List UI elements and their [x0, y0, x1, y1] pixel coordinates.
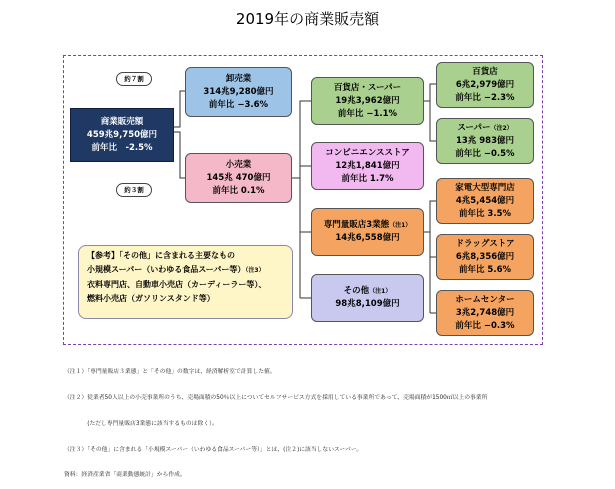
supermarket-label: スーパー: [457, 122, 491, 133]
wholesale-yoy: 前年比 −3.6%: [208, 99, 269, 110]
wholesale-value: 314兆9,280億円: [203, 86, 274, 97]
footnote-3: （注３）「その他」に含まれる「小規模スーパー（いわゆる食品スーパー等）」とは、(注２)に該当しないスーパー。: [64, 446, 363, 453]
retail-value: 145兆 470億円: [206, 172, 271, 183]
retail-label: 小売業: [225, 159, 252, 170]
dept-super-node: [311, 77, 424, 125]
drugstore-value: 6兆8,356億円: [455, 251, 515, 262]
drugstore-node: [436, 234, 534, 280]
convenience-yoy: 前年比 1.7%: [341, 173, 394, 184]
electronics-label: 家電大型専門店: [455, 182, 515, 193]
other-note: （注1）: [369, 288, 392, 295]
wholesale-label: 卸売業: [225, 73, 252, 84]
supermarket-value: 13兆 983億円: [455, 135, 515, 146]
department-value: 6兆2,979億円: [455, 79, 515, 90]
homecenter-node: [436, 290, 534, 336]
homecenter-yoy: 前年比 −0.3%: [455, 320, 515, 331]
department-node: [436, 62, 534, 108]
other-label: その他: [343, 286, 370, 296]
ratio-top-label: 約７割: [124, 75, 144, 83]
reference-line4: 燃料小売店（ガソリンスタンド等）: [87, 294, 215, 303]
supermarket-node: [436, 118, 534, 164]
specialty-note: （注1）: [389, 222, 412, 229]
specialty-value: 14兆6,558億円: [335, 233, 400, 243]
homecenter-value: 3兆2,748億円: [455, 307, 515, 318]
reference-line1: 【参考】「その他」に含まれる主要なもの: [87, 251, 235, 260]
root-value: 459兆9,750億円: [86, 129, 158, 140]
other-value: 98兆8,109億円: [335, 299, 400, 309]
wholesale-node: [185, 67, 292, 117]
homecenter-label: ホームセンター: [455, 294, 515, 305]
footnote-2a: （注２）従業者50人以上の小売事業所のうち、売場面積の50％以上についてセルフサービス方式を採用している事業所であって、売場面積が1500㎡以上の事業所: [64, 394, 488, 401]
ratio-bottom-label: 約３割: [124, 186, 144, 194]
dept-super-value: 19兆3,962億円: [335, 95, 400, 106]
reference-line3: 衣料専門店、自動車小売店（カーディーラー等）、: [87, 280, 267, 289]
page-title: 2019年の商業販売額: [235, 10, 380, 28]
retail-yoy: 前年比 0.1%: [212, 185, 265, 196]
root-yoy: 前年比 -2.5%: [91, 142, 153, 153]
footnote-2b: (ただし専門量販店3業態に該当するものは除く）。: [64, 420, 218, 427]
footnotes: [64, 351, 609, 489]
root-node: [70, 108, 174, 162]
root-label: 商業販売額: [100, 116, 144, 127]
reference-line2-note: （注3）: [245, 267, 265, 274]
reference-line2: 小規模スーパー（いわゆる食品スーパー等）: [87, 265, 246, 274]
department-label: 百貨店: [472, 66, 498, 77]
supermarket-note: （注2）: [490, 124, 513, 132]
ratio-callout-bottom: [116, 183, 152, 197]
electronics-value: 4兆5,454億円: [455, 195, 515, 206]
electronics-node: [436, 178, 534, 224]
dept-super-label: 百貨店・スーパー: [333, 82, 402, 93]
convenience-node: [311, 142, 424, 190]
convenience-label: コンビニエンスストア: [325, 147, 410, 158]
supermarket-yoy: 前年比 −0.5%: [455, 148, 515, 159]
electronics-yoy: 前年比 3.5%: [458, 208, 512, 219]
retail-node: [185, 153, 292, 203]
other-node: [311, 274, 424, 322]
convenience-value: 12兆1,841億円: [335, 160, 400, 171]
drugstore-yoy: 前年比 5.6%: [458, 264, 512, 275]
footnote-source: 資料：経済産業省「商業動態統計」から作成。: [64, 472, 186, 479]
dept-super-yoy: 前年比 −1.1%: [337, 108, 398, 119]
ratio-callout-top: [116, 72, 152, 86]
specialty-node: [311, 208, 424, 256]
department-yoy: 前年比 −2.3%: [455, 92, 515, 103]
reference-box: [78, 245, 293, 319]
footnote-1: （注１）「専門量販店３業態」と「その他」の数字は、経済解析室で計算した値。: [64, 369, 276, 376]
specialty-label: 専門量販店3業態: [323, 220, 390, 230]
drugstore-label: ドラッグストア: [455, 238, 515, 249]
